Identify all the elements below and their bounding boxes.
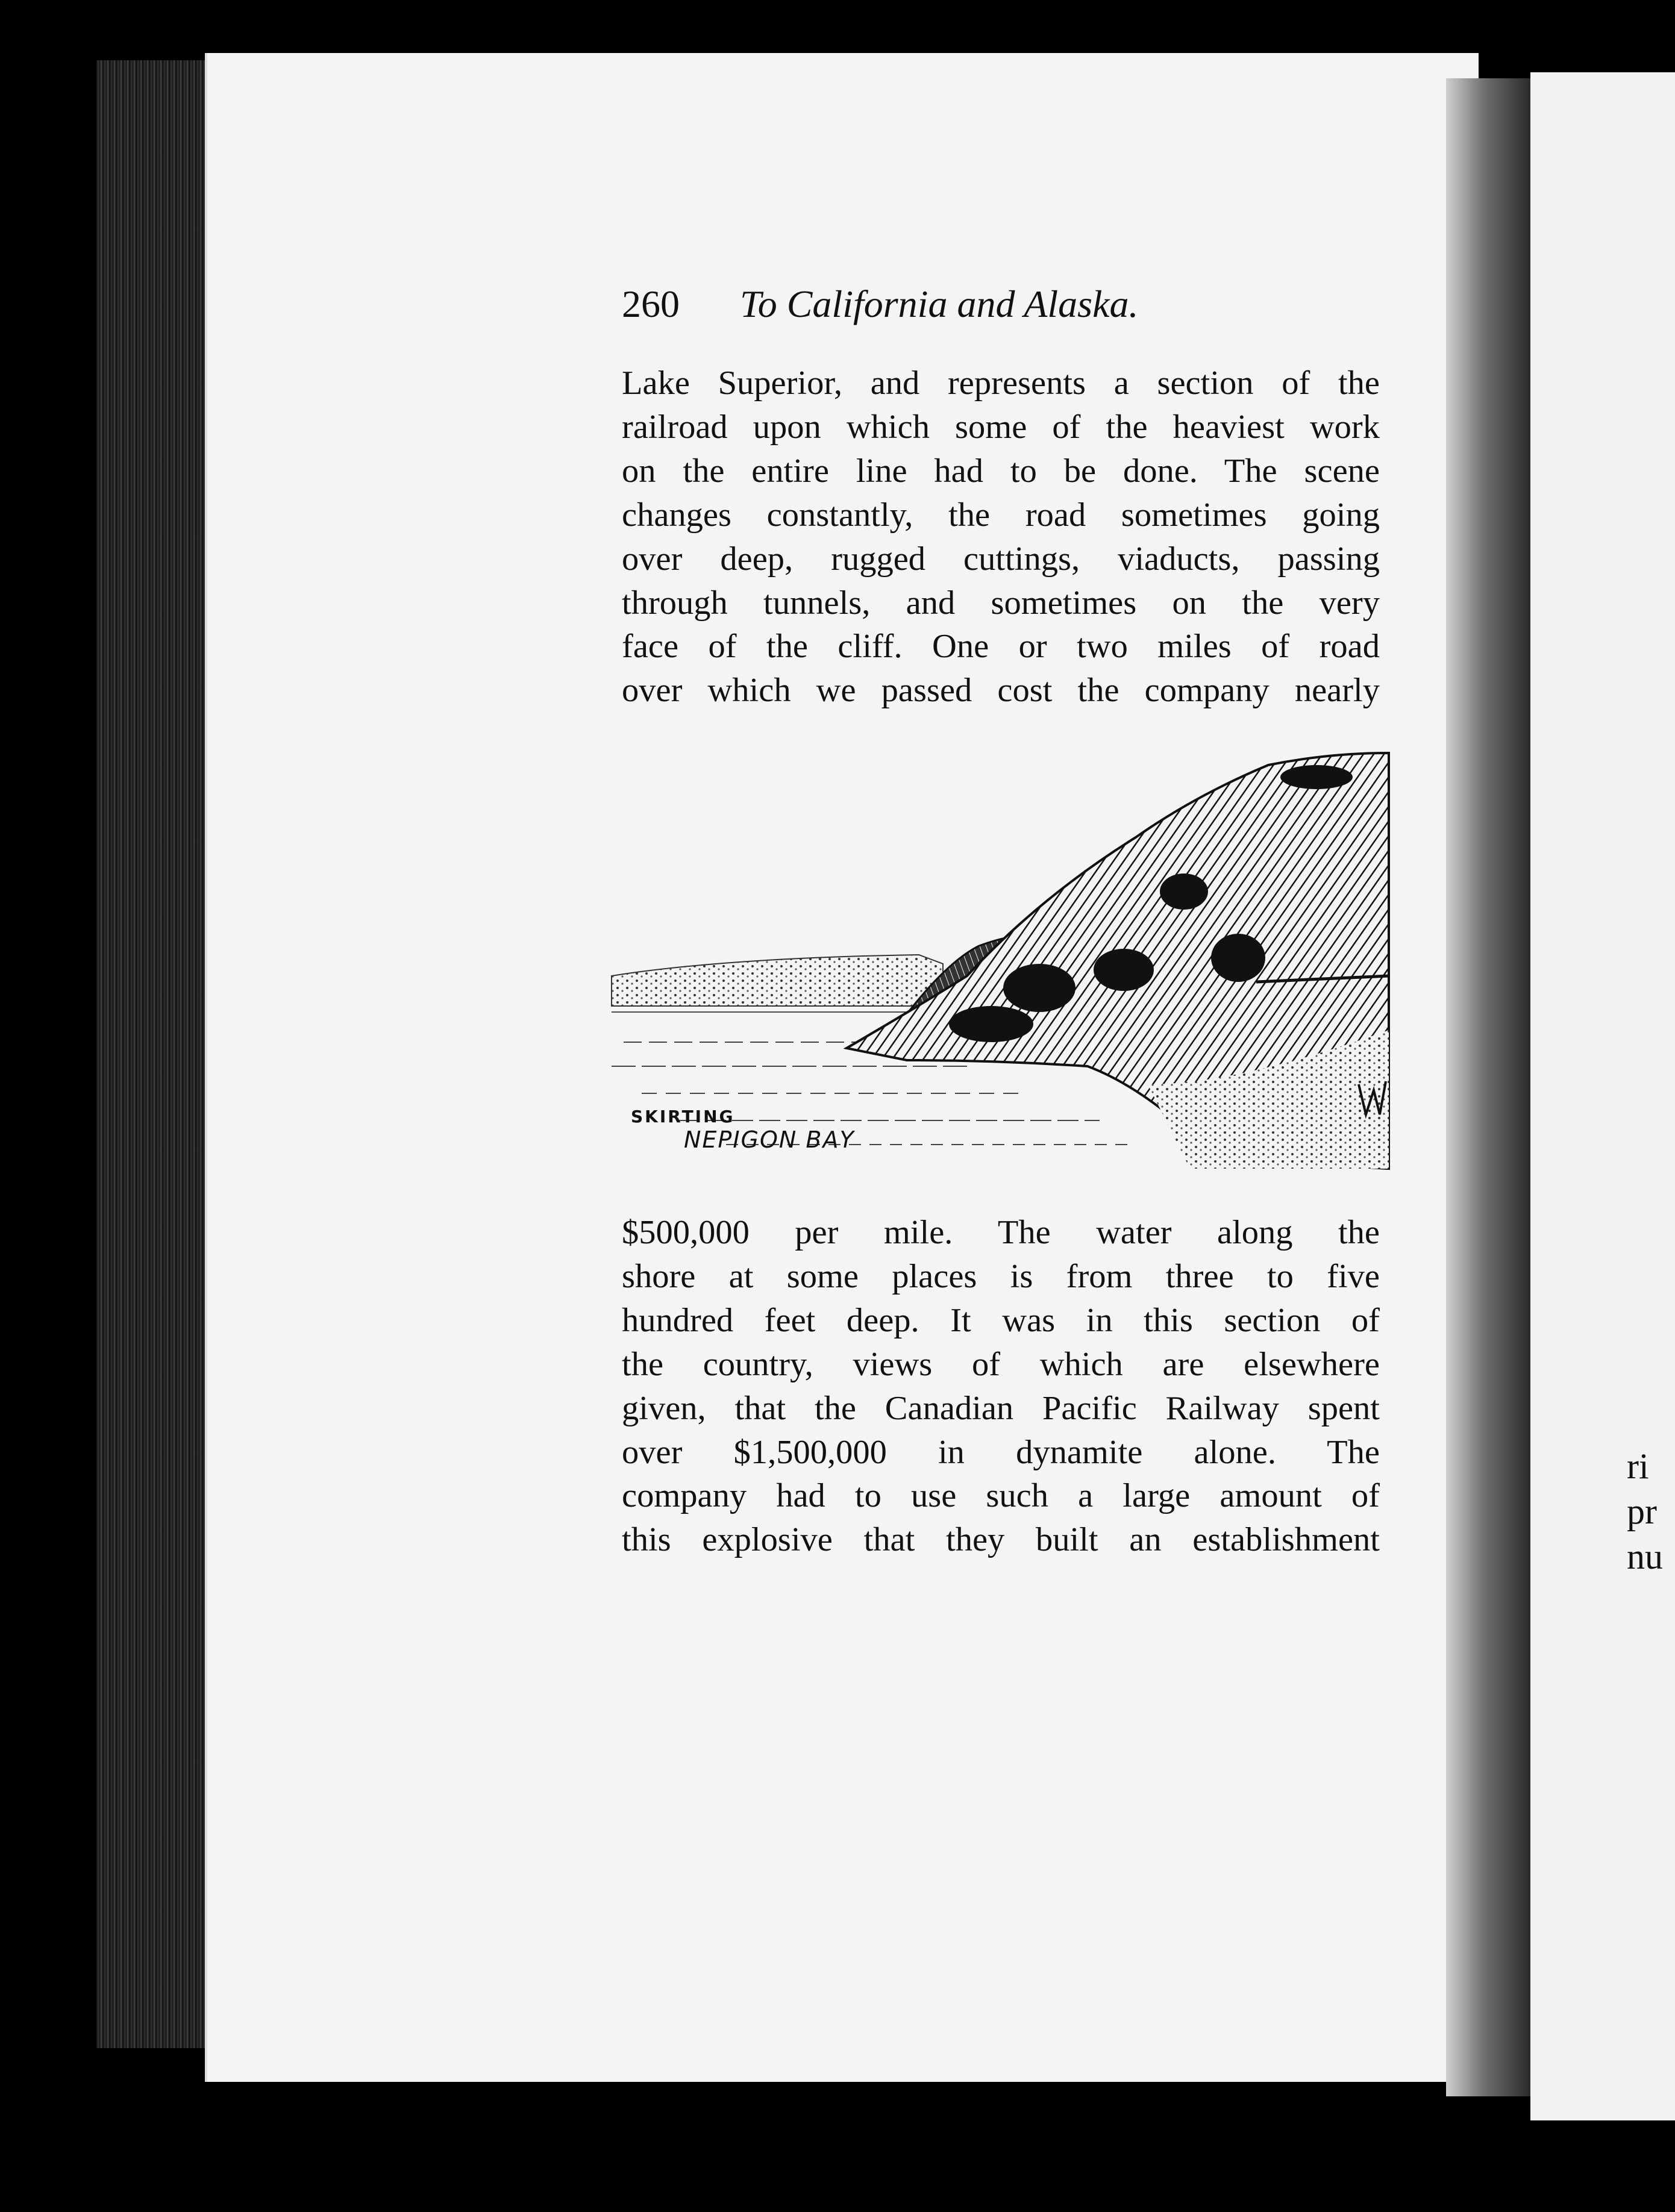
facing-page (1530, 72, 1675, 2120)
text-line: Lake Superior, and represents a section of the (622, 364, 1380, 402)
text-line: shore at some places is from three to five (622, 1257, 1380, 1295)
nepigon-bay-illustration (606, 747, 1401, 1175)
text-line: $500,000 per mile. The water along the (622, 1214, 1380, 1251)
text-line: railroad upon which some of the heaviest work (622, 408, 1380, 446)
running-title: To California and Alaska. (740, 283, 1139, 325)
caption-line-2: NEPIGON BAY (684, 1126, 855, 1153)
facing-page-fragment: nu (1627, 1537, 1663, 1576)
page-gutter (1446, 78, 1536, 2096)
facing-page-fragment: ri (1627, 1446, 1649, 1486)
paragraph-top (622, 361, 1380, 713)
text-line: face of the cliff. One or two miles of road (622, 628, 1380, 666)
text-line: company had to use such a large amount of (622, 1477, 1380, 1515)
text-line: over $1,500,000 in dynamite alone. The (622, 1433, 1380, 1471)
page-number: 260 (622, 283, 680, 325)
text-line: through tunnels, and sometimes on the very (622, 584, 1380, 622)
book-page-edges (96, 60, 205, 2048)
text-line: on the entire line had to be done. The scene (622, 452, 1380, 490)
text-line: hundred feet deep. It was in this section of (622, 1301, 1380, 1339)
running-head (622, 282, 1224, 326)
text-line: over which we passed cost the company nearly (622, 672, 1380, 710)
text-line: given, that the Canadian Pacific Railway spent (622, 1389, 1380, 1427)
caption-line-1: SKIRTING (631, 1107, 735, 1126)
text-line: over deep, rugged cuttings, viaducts, passing (622, 540, 1380, 578)
text-line: this explosive that they built an establishment (622, 1521, 1380, 1559)
distant-shore (612, 955, 943, 1006)
text-line: changes constantly, the road sometimes going (622, 496, 1380, 534)
facing-page-fragment: pr (1627, 1492, 1657, 1531)
paragraph-bottom (622, 1211, 1380, 1562)
text-line: the country, views of which are elsewhere (622, 1345, 1380, 1383)
